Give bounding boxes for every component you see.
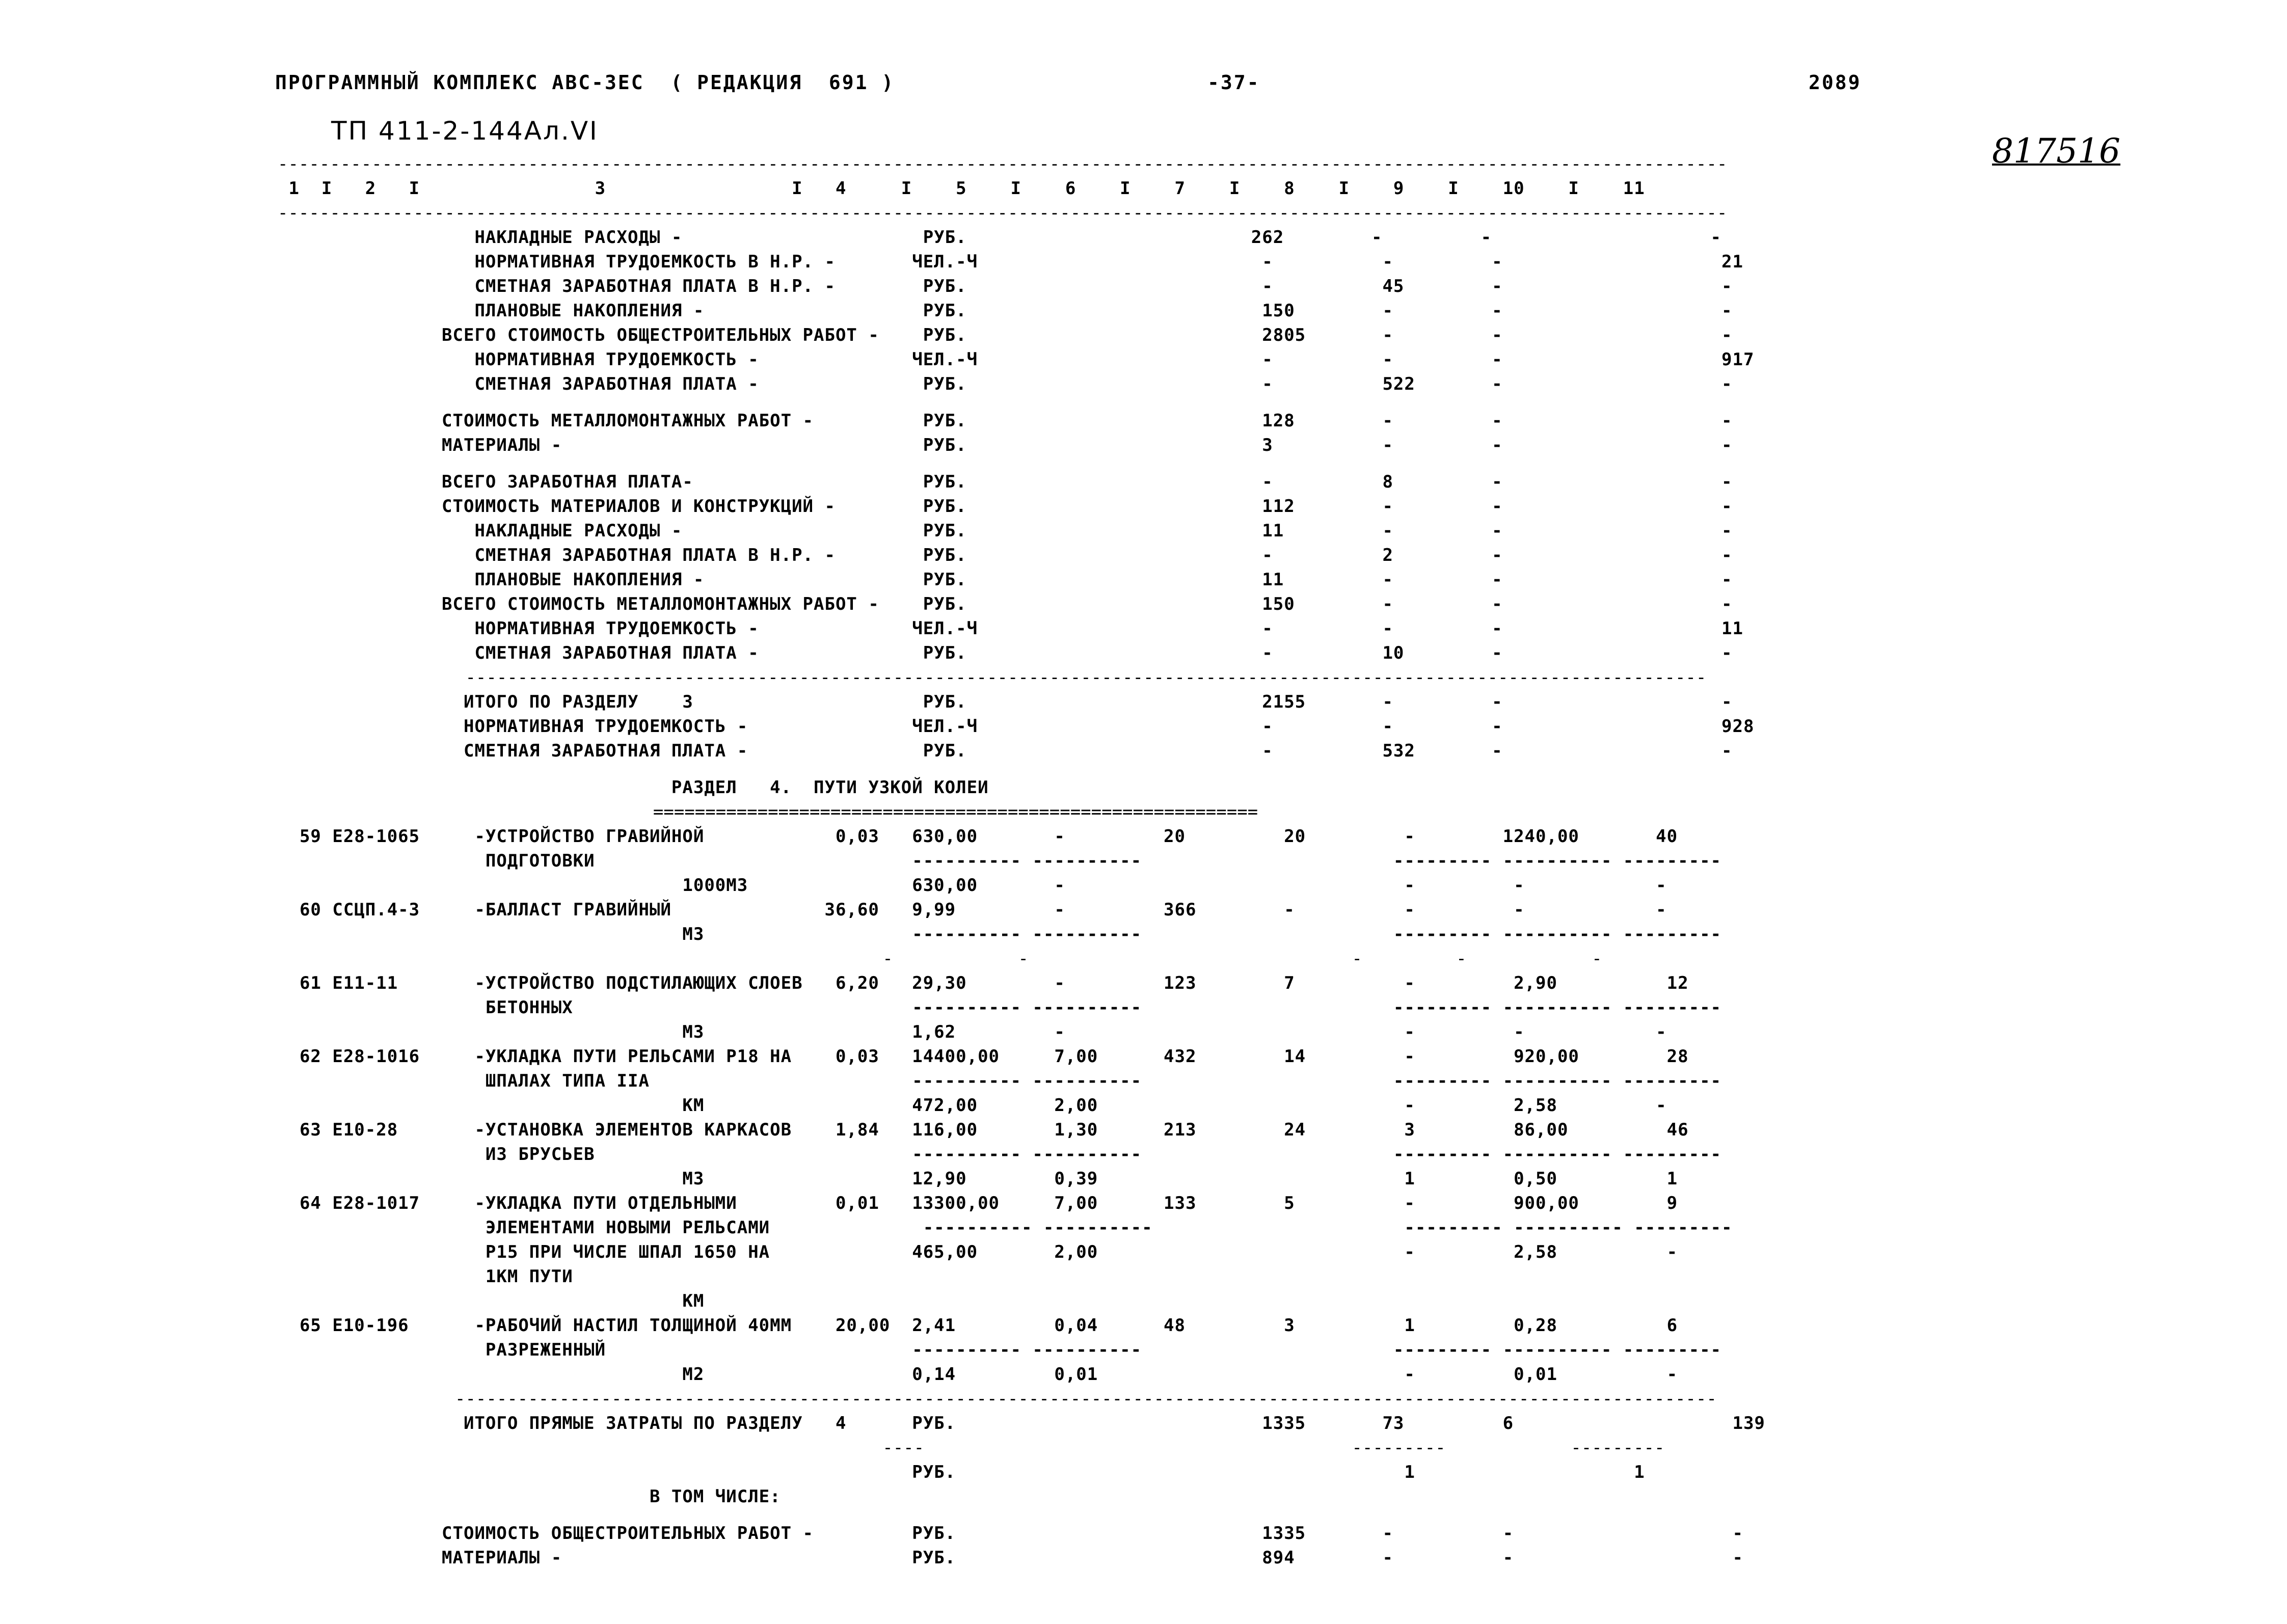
table-row: ПОДГОТОВКИ ---------- ---------- --------- ---------- --------- bbox=[278, 851, 1722, 871]
table-row: 1КМ ПУТИ bbox=[278, 1266, 573, 1287]
table-row: СМЕТНАЯ ЗАРАБОТНАЯ ПЛАТА В Н.Р. - РУБ. - 2 - - bbox=[278, 545, 1733, 565]
table-rule: ------------------------------------------------------------------------------------------------------------------------------------------- bbox=[278, 203, 1728, 223]
table-body bbox=[278, 201, 1765, 1570]
table-row: В ТОМ ЧИСЛЕ: bbox=[278, 1486, 781, 1507]
table-row: МАТЕРИАЛЫ - РУБ. 3 - - - bbox=[278, 435, 1733, 455]
table-spacer bbox=[278, 396, 1765, 409]
table-row: СТОИМОСТЬ МАТЕРИАЛОВ И КОНСТРУКЦИЙ - РУБ. 112 - - - bbox=[278, 496, 1733, 517]
table-row: ПЛАНОВЫЕ НАКОПЛЕНИЯ - РУБ. 150 - - - bbox=[278, 301, 1733, 321]
program-name: ПРОГРАММНЫЙ КОМПЛЕКС АВС-ЗЕС ( РЕДАКЦИЯ 691 ) bbox=[275, 71, 895, 94]
table-row: М3 ---------- ---------- --------- ---------- --------- bbox=[278, 924, 1722, 944]
table-rule: ========================================================== bbox=[278, 802, 1258, 822]
sheet-number: 2089 bbox=[1809, 71, 1862, 94]
table-row: СМЕТНАЯ ЗАРАБОТНАЯ ПЛАТА В Н.Р. - РУБ. - 45 - - bbox=[278, 276, 1733, 296]
table-row: НОРМАТИВНАЯ ТРУДОЕМКОСТЬ В Н.Р. - ЧЕЛ.-Ч - - - 21 bbox=[278, 252, 1743, 272]
table-row: СТОИМОСТЬ МЕТАЛЛОМОНТАЖНЫХ РАБОТ - РУБ. 128 - - - bbox=[278, 411, 1733, 431]
column-header-row: 1 I 2 I 3 I 4 I 5 I 6 I 7 I 8 I 9 I 10 I 11 bbox=[278, 178, 1645, 199]
table-row: НАКЛАДНЫЕ РАСХОДЫ - РУБ. 11 - - - bbox=[278, 521, 1733, 541]
table-row: 64 Е28-1017 -УКЛАДКА ПУТИ ОТДЕЛЬНЫМИ 0,01 13300,00 7,00 133 5 - 900,00 9 bbox=[278, 1193, 1678, 1213]
table-row: 65 Е10-196 -РАБОЧИЙ НАСТИЛ ТОЛЩИНОЙ 40ММ 20,00 2,41 0,04 48 3 1 0,28 6 bbox=[278, 1315, 1678, 1336]
table-row: ВСЕГО ЗАРАБОТНАЯ ПЛАТА- РУБ. - 8 - - bbox=[278, 472, 1733, 492]
table-row: СМЕТНАЯ ЗАРАБОТНАЯ ПЛАТА - РУБ. - 532 - - bbox=[278, 741, 1733, 761]
table-top-rule: ------------------------------------------------------------------------------------------------------------------------------------------- bbox=[278, 154, 1728, 174]
table-row: ЭЛЕМЕНТАМИ НОВЫМИ РЕЛЬСАМИ ---------- ---------- --------- ---------- --------- bbox=[278, 1217, 1733, 1238]
table-row: КМ 472,00 2,00 - 2,58 - bbox=[278, 1095, 1667, 1116]
table-row: НОРМАТИВНАЯ ТРУДОЕМКОСТЬ - ЧЕЛ.-Ч - - - 928 bbox=[278, 716, 1755, 737]
project-code: ТП 411-2-144Ал.VI bbox=[331, 116, 599, 146]
table-row: 1000М3 630,00 - - - - bbox=[278, 875, 1667, 896]
table-row: РУБ. 1 1 bbox=[278, 1462, 1645, 1482]
table-row: СТОИМОСТЬ ОБЩЕСТРОИТЕЛЬНЫХ РАБОТ - РУБ. 1335 - - - bbox=[278, 1523, 1743, 1544]
table-row: Р15 ПРИ ЧИСЛЕ ШПАЛ 1650 НА 465,00 2,00 - 2,58 - bbox=[278, 1242, 1678, 1262]
table-row: М3 1,62 - - - - bbox=[278, 1022, 1667, 1042]
table-rule: ----------------------------------------------------------------------------------------------------------------------- bbox=[278, 667, 1707, 688]
table-row: РАЗДЕЛ 4. ПУТИ УЗКОЙ КОЛЕИ bbox=[278, 777, 989, 798]
table-row: 59 Е28-1065 -УСТРОЙСТВО ГРАВИЙНОЙ 0,03 630,00 - 20 20 - 1240,00 40 bbox=[278, 826, 1678, 847]
table-row: М3 12,90 0,39 1 0,50 1 bbox=[278, 1169, 1678, 1189]
table-spacer bbox=[278, 457, 1765, 470]
table-row: ВСЕГО СТОИМОСТЬ ОБЩЕСТРОИТЕЛЬНЫХ РАБОТ - РУБ. 2805 - - - bbox=[278, 325, 1733, 345]
table-row: ШПАЛАХ ТИПА IIА ---------- ---------- --------- ---------- --------- bbox=[278, 1071, 1722, 1091]
table-row: 61 Е11-11 -УСТРОЙСТВО ПОДСТИЛАЮЩИХ СЛОЕВ 6,20 29,30 - 123 7 - 2,90 12 bbox=[278, 973, 1689, 993]
table-row: 60 ССЦП.4-3 -БАЛЛАСТ ГРАВИЙНЫЙ 36,60 9,99 - 366 - - - - bbox=[278, 900, 1667, 920]
table-rule: ------------------------------------------------------------------------------------------------------------------------- bbox=[278, 1389, 1717, 1409]
table-row: НОРМАТИВНАЯ ТРУДОЕМКОСТЬ - ЧЕЛ.-Ч - - - 11 bbox=[278, 618, 1743, 639]
table-row: ИТОГО ПО РАЗДЕЛУ 3 РУБ. 2155 - - - bbox=[278, 692, 1733, 712]
table-row: НОРМАТИВНАЯ ТРУДОЕМКОСТЬ - ЧЕЛ.-Ч - - - 917 bbox=[278, 349, 1755, 370]
table-spacer bbox=[278, 1509, 1765, 1521]
estimate-table bbox=[278, 152, 1765, 1570]
table-row: СМЕТНАЯ ЗАРАБОТНАЯ ПЛАТА - РУБ. - 10 - - bbox=[278, 643, 1733, 663]
archive-number: 817516 bbox=[1992, 131, 2120, 171]
table-rule: ---- --------- --------- bbox=[278, 1438, 1665, 1458]
page-header bbox=[275, 71, 2160, 102]
table-rule: - - - - - bbox=[278, 949, 1602, 969]
page-number: -37- bbox=[1207, 71, 1260, 94]
table-row: ПЛАНОВЫЕ НАКОПЛЕНИЯ - РУБ. 11 - - - bbox=[278, 570, 1733, 590]
table-row: МАТЕРИАЛЫ - РУБ. 894 - - - bbox=[278, 1548, 1743, 1568]
table-row: БЕТОННЫХ ---------- ---------- --------- ---------- --------- bbox=[278, 997, 1722, 1018]
table-spacer bbox=[278, 763, 1765, 775]
table-row: КМ bbox=[278, 1291, 705, 1311]
table-row: СМЕТНАЯ ЗАРАБОТНАЯ ПЛАТА - РУБ. - 522 - - bbox=[278, 374, 1733, 394]
table-row: ВСЕГО СТОИМОСТЬ МЕТАЛЛОМОНТАЖНЫХ РАБОТ - РУБ. 150 - - - bbox=[278, 594, 1733, 614]
table-row: 63 Е10-28 -УСТАНОВКА ЭЛЕМЕНТОВ КАРКАСОВ 1,84 116,00 1,30 213 24 3 86,00 46 bbox=[278, 1120, 1689, 1140]
table-row: 62 Е28-1016 -УКЛАДКА ПУТИ РЕЛЬСАМИ Р18 НА 0,03 14400,00 7,00 432 14 - 920,00 28 bbox=[278, 1046, 1689, 1067]
table-row: ИТОГО ПРЯМЫЕ ЗАТРАТЫ ПО РАЗДЕЛУ 4 РУБ. 1335 73 6 139 bbox=[278, 1413, 1765, 1433]
table-row: ИЗ БРУСЬЕВ ---------- ---------- --------- ---------- --------- bbox=[278, 1144, 1722, 1165]
table-row: НАКЛАДНЫЕ РАСХОДЫ - РУБ. 262 - - - bbox=[278, 227, 1722, 248]
table-row: РАЗРЕЖЕННЫЙ ---------- ---------- --------- ---------- --------- bbox=[278, 1340, 1722, 1360]
table-row: М2 0,14 0,01 - 0,01 - bbox=[278, 1364, 1678, 1385]
